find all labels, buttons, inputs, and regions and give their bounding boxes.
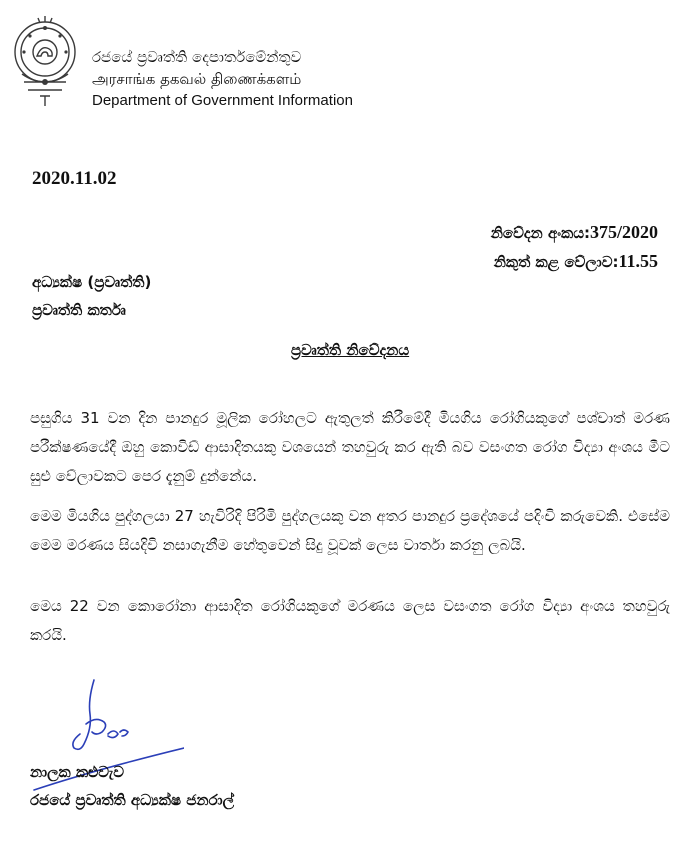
- release-number-label: නිවේදන අංකය:: [490, 224, 590, 242]
- recipient-line-2: ප්‍රවෘත්ති කර්තෘ: [32, 301, 126, 319]
- recipient-block: [32, 268, 151, 324]
- release-reference: [491, 218, 658, 276]
- subject-text: ප්‍රවෘත්ති නිවේදනය: [290, 341, 410, 359]
- release-date: 2020.11.02: [32, 168, 117, 189]
- sri-lanka-emblem-icon: [10, 12, 80, 112]
- org-name-english: Department of Government Information: [92, 92, 353, 109]
- organization-name: [92, 46, 353, 112]
- org-name-tamil: அரசாங்க தகவல் திணைக்களம்: [92, 70, 302, 88]
- release-time-label: නිකුත් කළ වේලාව:: [493, 253, 619, 271]
- release-time-line: [491, 247, 658, 276]
- recipient-line-1: අධ්‍යක්ෂ (ප්‍රවෘත්ති): [32, 273, 152, 291]
- release-time: 11.55: [618, 251, 658, 271]
- signatory-title: රජයේ ප්‍රවෘත්ති අධ්‍යක්ෂ ජනරාල්: [30, 791, 235, 809]
- body-paragraph-1: පසුගිය 31 වන දින පානදුර මූලික රෝහලට ඇතුලත් කිරීමේදී මියගිය රෝගියකුගේ පශ්චාත් මරණ පරීක්ෂණයේදී ඔහු කොවිඩ් ආසාදිතයකු වශයෙන් තහවුරු කර ඇති බව වසංගත රෝග විද්‍යා අංශය මීට සුළු වේලාවකට පෙර දැනුම් දුන්නේය.: [30, 409, 670, 485]
- body-paragraph-3: මෙය 22 වන කොරෝනා ආසාදිත රෝගියකුගේ මරණය ලෙස වසංගත රෝග විද්‍යා අංශය තහවුරු කරයි.: [30, 597, 670, 644]
- body-paragraph-2: මෙම මියගිය පුද්ගලයා 27 හැවිරිදි පිරිමි පුද්ගලයකු වන අතර පානදුර ප්‍රදේශයේ පදිංචි කරුවෙකි. එසේම මෙම මරණය සියදිවි නසාගැනීම හේතුවෙන් සිදු වූවක් ලෙස වාර්තා කරනු ලබයි.: [30, 507, 670, 554]
- signatory-name: නාලක කළුවැව: [30, 763, 125, 781]
- release-number-line: [491, 218, 658, 247]
- org-name-sinhala: රජයේ ප්‍රවෘත්ති දෙපාර්තමේන්තුව: [92, 48, 302, 66]
- signatory-block: [30, 758, 234, 814]
- subject-heading: [0, 340, 700, 359]
- release-number: 375/2020: [589, 222, 658, 242]
